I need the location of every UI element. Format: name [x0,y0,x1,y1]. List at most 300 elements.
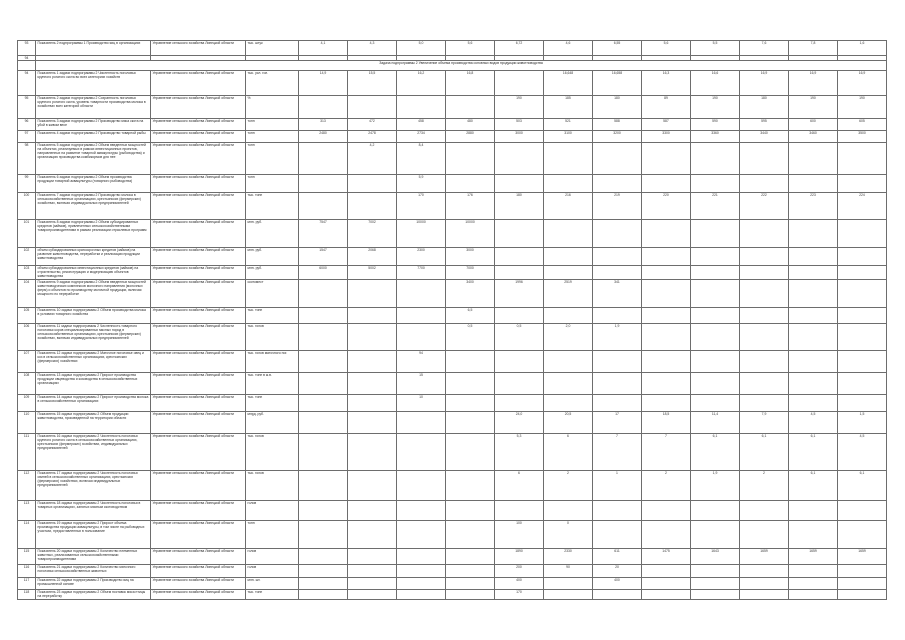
value-cell [740,501,789,521]
value-cell: 16,3 [642,71,691,96]
value-cell: 1475 [642,549,691,565]
indicator-name-cell: Показатель 10 задачи подпрограммы 2 Объем производства молока в условиях товарного хозяйства [36,308,151,324]
value-cell: 7,9 [740,412,789,434]
value-cell: 216 [544,193,593,220]
section-title-cell: Задача подпрограммы 2 Увеличение объема производства основных видов продукции животноводства [36,61,887,71]
value-cell: 1890 [495,549,544,565]
value-cell [642,373,691,395]
value-cell [299,308,348,324]
table-row [18,471,887,501]
value-cell: 600 [789,119,838,131]
executor-cell: Управление сельского хозяйства Липецкой области [151,143,246,175]
value-cell: 3400 [446,280,495,308]
value-cell [299,434,348,471]
value-cell [397,280,446,308]
value-cell [299,324,348,351]
value-cell [348,434,397,471]
value-cell [544,308,593,324]
row-number-cell: 100 [18,193,36,220]
unit-cell: скотомест [246,280,299,308]
value-cell: 2300 [397,248,446,266]
indicator-name-cell: Показатель 16 задачи подпрограммы 2 Численность поголовья крупного рогатого скота в сельскохозяйственных организациях, крестьянских (фермерских) хозяйствах, индивидуальных предпринимателей [36,434,151,471]
executor-cell: Управление сельского хозяйства Липецкой области [151,521,246,549]
value-cell [446,143,495,175]
indicator-name-cell: Показатель 17 задачи подпрограммы 2 Численность поголовья свиней в сельскохозяйственных организациях, крестьянских (фермерских) хозяйствах, включая индивидуальных предпринимателей [36,471,151,501]
value-cell [642,324,691,351]
table-row [18,266,887,280]
value-cell [495,143,544,175]
unit-cell: млн. руб. [246,248,299,266]
table-row [18,193,887,220]
value-cell: 1,5 [838,412,887,434]
value-cell [544,590,593,600]
value-cell [740,324,789,351]
value-cell [789,266,838,280]
value-cell [299,549,348,565]
indicator-name-cell: Показатель 9 задачи подпрограммы 2 Объем введенных мощностей животноводческих комплексов молочного направления (молочных ферм) и объектов по производству молочной продукции, включая мощности по переработке [36,280,151,308]
indicator-name-cell: Показатель 2 подпрограммы 1 Производство яиц в организациях [36,41,151,56]
indicator-name-cell: Показатель 15 задачи подпрограммы 2 Объем продукции животноводства, произведенной на территории области [36,412,151,434]
value-cell: 190 [789,96,838,119]
value-cell [740,280,789,308]
value-cell [397,565,446,578]
value-cell: 219 [593,193,642,220]
value-cell: 521 [544,119,593,131]
executor-cell: Управление сельского хозяйства Липецкой области [151,501,246,521]
value-cell [544,501,593,521]
value-cell [348,412,397,434]
value-cell [593,308,642,324]
value-cell [789,175,838,193]
value-cell [446,471,495,501]
value-cell [544,248,593,266]
value-cell [642,351,691,373]
table-row [18,119,887,131]
value-cell [495,351,544,373]
indicator-name-cell: Показатель 22 задачи подпрограммы 2 Производство яиц на промышленной основе [36,578,151,590]
value-cell [446,521,495,549]
value-cell [397,501,446,521]
value-cell: 6,55 [593,41,642,56]
value-cell [593,266,642,280]
value-cell: 94 [397,351,446,373]
value-cell: 3460 [789,131,838,143]
value-cell [838,308,887,324]
row-number-cell: 113 [18,501,36,521]
unit-cell: голов [246,501,299,521]
value-cell: 180 [593,96,642,119]
value-cell [838,220,887,248]
value-cell: 5,9 [397,175,446,193]
value-cell: 16,9 [740,71,789,96]
value-cell: 8,4 [397,143,446,175]
value-cell [397,590,446,600]
value-cell [593,220,642,248]
indicator-name-cell: Показатель 19 задачи подпрограммы 2 Прирост объема производства продукции аквакультуры, в том числе на рыбоводных участках, предоставленных в пользование [36,521,151,549]
value-cell [348,175,397,193]
value-cell [495,71,544,96]
value-cell [691,175,740,193]
unit-cell: голов [246,565,299,578]
unit-cell: тонн [246,119,299,131]
value-cell: 400 [593,578,642,590]
value-cell [642,395,691,412]
value-cell: 503 [495,119,544,131]
row-number-cell: 111 [18,434,36,471]
indicator-name-cell: Показатель 8 задачи подпрограммы 2 Объем субсидированных кредитов (займов), привлеченных сельскохозяйственными товаропроизводителями в рамках реализации отраслевых программ [36,220,151,248]
value-cell [544,266,593,280]
value-cell [642,143,691,175]
table-row [18,71,887,96]
value-cell: 6000 [299,266,348,280]
indicator-name-cell: Показатель 18 задачи подпрограммы 2 Численность поголовья в товарных организациях, занятых мясным скотоводством [36,501,151,521]
executor-cell: Управление сельского хозяйства Липецкой области [151,131,246,143]
value-cell: 2734 [397,131,446,143]
value-cell [691,395,740,412]
row-number-cell [18,61,36,71]
value-cell [593,351,642,373]
value-cell [838,175,887,193]
value-cell [740,351,789,373]
table-row [18,501,887,521]
value-cell [838,351,887,373]
value-cell [789,280,838,308]
value-cell: 6 [544,434,593,471]
value-cell [348,351,397,373]
value-cell: 6,1 [691,434,740,471]
value-cell [348,373,397,395]
value-cell [446,395,495,412]
value-cell [446,351,495,373]
value-cell [348,590,397,600]
value-cell: 611 [593,549,642,565]
value-cell: 0,5 [495,324,544,351]
value-cell [593,590,642,600]
value-cell [348,578,397,590]
executor-cell: Управление сельского хозяйства Липецкой области [151,266,246,280]
unit-cell: тыс. тонн [246,308,299,324]
value-cell [789,324,838,351]
executor-cell: Управление сельского хозяйства Липецкой области [151,175,246,193]
value-cell: 220 [642,193,691,220]
value-cell: 190 [838,96,887,119]
value-cell: 587 [642,119,691,131]
value-cell [642,501,691,521]
value-cell [789,248,838,266]
table-row [18,549,887,565]
value-cell: 2330 [544,549,593,565]
unit-cell: тыс. усл. гол. [246,71,299,96]
row-number-cell: 101 [18,220,36,248]
indicator-name-cell: объем субсидированных инвестиционных кредитов (займов) на строительство, реконструкцию и модернизацию объектов животноводства [36,266,151,280]
row-number-cell: 97 [18,131,36,143]
value-cell [740,266,789,280]
value-cell: 2880 [446,131,495,143]
value-cell [838,248,887,266]
value-cell: 170 [495,590,544,600]
executor-cell: Управление сельского хозяйства Липецкой области [151,280,246,308]
table-row [18,61,887,71]
value-cell: 4,6 [544,41,593,56]
unit-cell: тонн [246,175,299,193]
value-cell [740,373,789,395]
table-row [18,521,887,549]
value-cell: 3360 [691,131,740,143]
value-cell: 3000 [495,131,544,143]
value-cell: 588 [593,119,642,131]
value-cell [495,373,544,395]
value-cell [691,220,740,248]
value-cell [446,565,495,578]
value-cell [789,308,838,324]
indicator-name-cell: Показатель 4 задачи подпрограммы 2 Производство товарной рыбы [36,131,151,143]
value-cell [544,373,593,395]
value-cell [299,590,348,600]
table-row [18,565,887,578]
table-row [18,131,887,143]
unit-cell: тыс. голов [246,471,299,501]
value-cell: 170 [397,193,446,220]
value-cell: 224 [838,193,887,220]
row-number-cell: 115 [18,549,36,565]
value-cell: 5,6 [642,41,691,56]
value-cell: 4,5 [838,434,887,471]
value-cell [544,351,593,373]
value-cell [348,501,397,521]
value-cell: 3100 [544,131,593,143]
value-cell: 6,1 [838,471,887,501]
value-cell [544,220,593,248]
value-cell: 7,6 [740,41,789,56]
indicator-name-cell: Показатель 5 задачи подпрограммы 2 Объем введенных мощностей на объектах, реализуемых в рамках инвестиционных проектов, направленных на развитие товарной аквакультуры (рыбоводства) и организацию производства комбикормов для нее [36,143,151,175]
value-cell [740,578,789,590]
value-cell [740,521,789,549]
value-cell: 16,658 [593,71,642,96]
value-cell [544,143,593,175]
table-row [18,578,887,590]
value-cell: 3300 [642,131,691,143]
value-cell [299,351,348,373]
executor-cell: Управление сельского хозяйства Липецкой области [151,324,246,351]
value-cell [838,578,887,590]
value-cell [789,395,838,412]
table-row [18,434,887,471]
value-cell [691,324,740,351]
value-cell: 1,6 [838,41,887,56]
value-cell: 2 [544,471,593,501]
row-number-cell: 117 [18,578,36,590]
value-cell: 180 [495,193,544,220]
value-cell: 16,8 [446,71,495,96]
indicator-name-cell: Показатель 11 задачи подпрограммы 2 Численность товарного поголовья коров специализированных мясных пород в сельскохозяйственных организациях, крестьянских (фермерских) хозяйствах, включая индивидуальных предпринимателей [36,324,151,351]
table-row [18,590,887,600]
value-cell [299,521,348,549]
indicator-name-cell: Показатель 1 задачи подпрограммы 2 Численность поголовья крупного рогатого скота во всех категориях хозяйств [36,71,151,96]
unit-cell: млн. руб. [246,266,299,280]
value-cell [348,395,397,412]
row-number-cell: 109 [18,395,36,412]
value-cell [397,549,446,565]
executor-cell: Управление сельского хозяйства Липецкой области [151,471,246,501]
unit-cell: млрд. руб. [246,412,299,434]
row-number-cell: 112 [18,471,36,501]
value-cell [789,578,838,590]
value-cell [299,280,348,308]
unit-cell: тонн [246,143,299,175]
value-cell [642,175,691,193]
value-cell: 3500 [838,131,887,143]
value-cell [789,590,838,600]
value-cell: 1659 [740,549,789,565]
executor-cell: Управление сельского хозяйства Липецкой области [151,590,246,600]
value-cell: 16,9 [789,71,838,96]
row-number-cell: 107 [18,351,36,373]
value-cell [593,521,642,549]
value-cell [348,549,397,565]
executor-cell: Управление сельского хозяйства Липецкой области [151,41,246,56]
row-number-cell: 102 [18,248,36,266]
value-cell: 190 [495,96,544,119]
value-cell: 0 [544,521,593,549]
value-cell [446,434,495,471]
value-cell [397,471,446,501]
value-cell: 5002 [348,266,397,280]
value-cell [446,501,495,521]
value-cell: 7700 [397,266,446,280]
value-cell: 16,9 [838,71,887,96]
row-number-cell: 104 [18,280,36,308]
value-cell: 3000 [446,248,495,266]
value-cell [691,266,740,280]
row-number-cell: 105 [18,308,36,324]
value-cell [397,96,446,119]
value-cell: 17 [593,412,642,434]
executor-cell: Управление сельского хозяйства Липецкой области [151,434,246,471]
row-number-cell: 110 [18,412,36,434]
unit-cell: тыс. голов [246,324,299,351]
table-row [18,175,887,193]
table-body [18,41,887,600]
value-cell [789,143,838,175]
value-cell [495,220,544,248]
value-cell [789,220,838,248]
table-row [18,373,887,395]
unit-cell: тыс. голов маточного пог. [246,351,299,373]
row-number-cell: 93 [18,41,36,56]
value-cell [740,590,789,600]
value-cell [838,266,887,280]
value-cell: 200 [495,565,544,578]
executor-cell: Управление сельского хозяйства Липецкой области [151,220,246,248]
unit-cell: тыс. штук [246,41,299,56]
value-cell [740,143,789,175]
value-cell: 458 [397,119,446,131]
unit-cell: голов [246,549,299,565]
value-cell [593,248,642,266]
table-row [18,324,887,351]
value-cell: 6,1 [789,471,838,501]
value-cell [691,351,740,373]
value-cell [691,280,740,308]
value-cell: 6 [495,471,544,501]
value-cell [691,143,740,175]
value-cell [789,521,838,549]
value-cell: 2,0 [544,324,593,351]
indicator-name-cell: Показатель 2 задачи подпрограммы 2 Сохранность поголовья крупного рогатого скота, уровень товарности производства молока в хозяйствах всех категорий области [36,96,151,119]
indicator-name-cell: Показатель 21 задачи подпрограммы 2 Количество маточного поголовья сельскохозяйственных животных [36,565,151,578]
value-cell [348,96,397,119]
value-cell [740,308,789,324]
value-cell [740,395,789,412]
value-cell [299,412,348,434]
value-cell: 1659 [838,549,887,565]
indicator-name-cell: Показатель 14 задачи подпрограммы 2 Прирост производства молока в сельскохозяйственных организациях [36,395,151,412]
value-cell: 5,0 [397,41,446,56]
value-cell: 1996 [495,280,544,308]
value-cell [838,590,887,600]
value-cell [299,175,348,193]
executor-cell: Управление сельского хозяйства Липецкой области [151,565,246,578]
value-cell [691,565,740,578]
value-cell: 18,5 [642,412,691,434]
row-number-cell: 94 [18,71,36,96]
value-cell: 6,72 [495,41,544,56]
unit-cell: тыс. тонн [246,193,299,220]
unit-cell: млн. руб. [246,220,299,248]
value-cell: 4,3 [348,41,397,56]
value-cell: 20,5 [544,412,593,434]
value-cell [446,549,495,565]
value-cell [838,324,887,351]
value-cell [740,175,789,193]
value-cell [299,501,348,521]
value-cell [348,280,397,308]
value-cell: 7000 [446,266,495,280]
value-cell [642,578,691,590]
value-cell [299,578,348,590]
row-number-cell: 116 [18,565,36,578]
row-number-cell: 98 [18,143,36,175]
value-cell: 2 [740,471,789,501]
table-row [18,143,887,175]
value-cell [789,501,838,521]
executor-cell: Управление сельского хозяйства Липецкой области [151,119,246,131]
value-cell: 1,9 [691,471,740,501]
value-cell [789,373,838,395]
value-cell: 5,5 [691,41,740,56]
value-cell: 222 [740,193,789,220]
executor-cell: Управление сельского хозяйства Липецкой области [151,351,246,373]
value-cell [348,324,397,351]
indicator-name-cell: Показатель 3 задачи подпрограммы 2 Производство мяса скота на убой в живом весе [36,119,151,131]
value-cell [593,501,642,521]
row-number-cell: 108 [18,373,36,395]
table-row [18,351,887,373]
value-cell: 5,3 [495,434,544,471]
value-cell [299,96,348,119]
table-row [18,220,887,248]
value-cell [691,373,740,395]
value-cell: 16,648 [544,71,593,96]
value-cell [446,578,495,590]
value-cell: 185 [544,96,593,119]
value-cell [838,373,887,395]
value-cell [397,412,446,434]
value-cell [838,501,887,521]
value-cell [397,521,446,549]
executor-cell: Управление сельского хозяйства Липецкой области [151,412,246,434]
value-cell: 6,1 [740,434,789,471]
